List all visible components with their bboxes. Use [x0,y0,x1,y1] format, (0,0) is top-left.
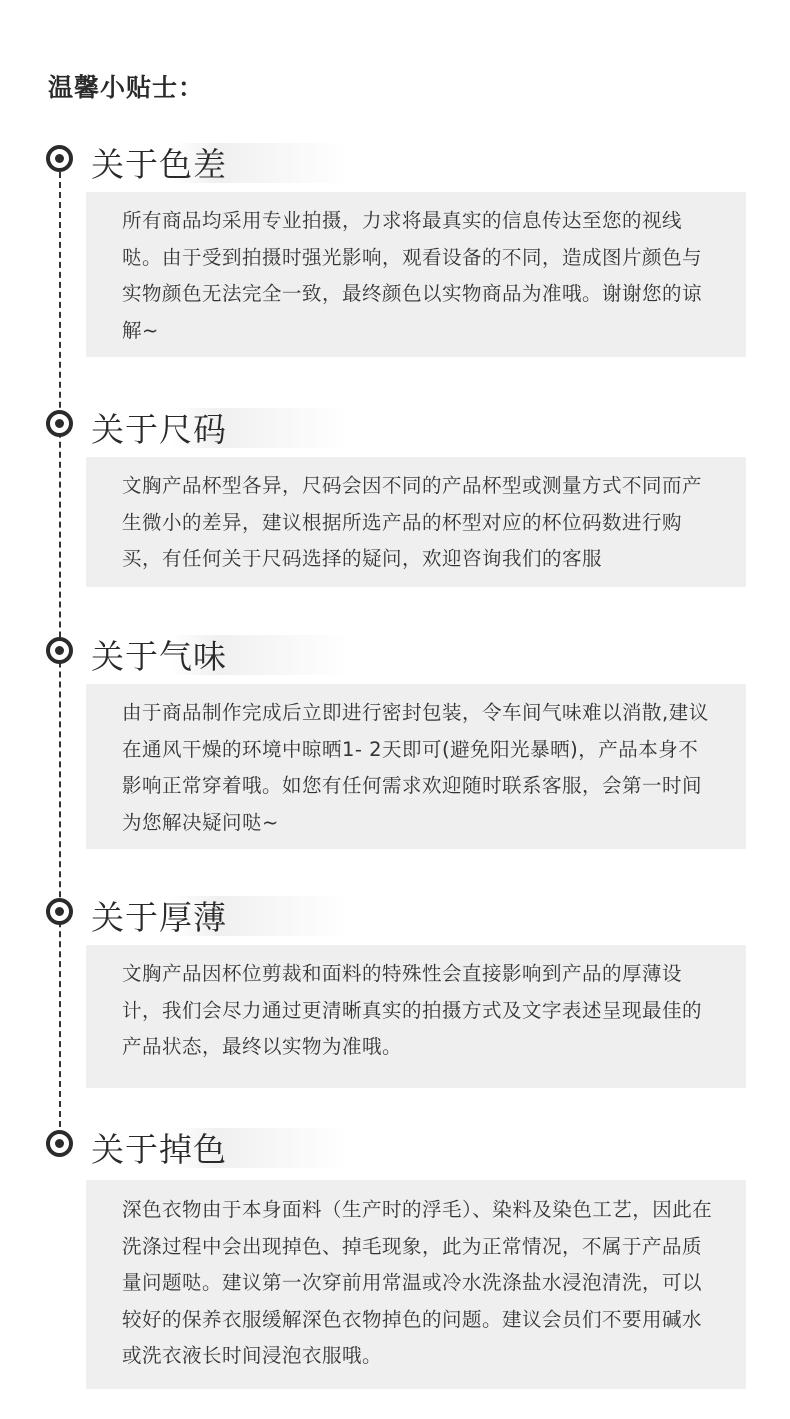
bullet-target-icon [46,410,73,437]
section-heading-bar [88,1128,348,1168]
page-title: 温馨小贴士： [48,73,205,102]
section-heading-bar [88,635,348,675]
section-card [86,684,746,849]
bullet-target-icon [46,637,73,664]
section-heading-bar [88,143,348,183]
bullet-target-icon [46,1130,73,1157]
bullet-target-icon [46,145,73,172]
bullet-target-icon [46,898,73,925]
section-heading: 关于尺码 [91,410,227,449]
section-heading: 关于厚薄 [91,898,227,937]
section-card [86,192,746,357]
section-text: 所有商品均采用专业拍摄，力求将最真实的信息传达至您的视线哒。由于受到拍摄时强光影响，观看设备的不同，造成图片颜色与实物颜色无法完全一致，最终颜色以实物商品为准哦。谢谢您的谅解~ [122,209,703,342]
section-text: 由于商品制作完成后立即进行密封包装，令车间气味难以消散,建议在通风干燥的环境中晾晒1- 2天即可(避免阳光暴晒)，产品本身不影响正常穿着哦。如您有任何需求欢迎随时联系客服，会第一时间为您解决疑问哒~ [122,701,709,834]
section-card [86,945,746,1088]
section-card [86,1180,746,1389]
section-heading-bar [88,896,348,936]
section-heading-bar [88,408,348,448]
section-text: 深色衣物由于本身面料（生产时的浮毛）、染料及染色工艺，因此在洗涤过程中会出现掉色、掉毛现象，此为正常情况，不属于产品质量问题哒。建议第一次穿前用常温或冷水洗涤盐水浸泡清洗，可以较好的保养衣服缓解深色衣物掉色的问题。建议会员们不要用碱水或洗衣液长时间浸泡衣服哦。 [122,1198,713,1367]
section-card [86,457,746,587]
section-heading: 关于色差 [91,145,227,184]
section-heading: 关于掉色 [91,1130,227,1169]
section-text: 文胸产品杯型各异，尺码会因不同的产品杯型或测量方式不同而产生微小的差异，建议根据所选产品的杯型对应的杯位码数进行购买，有任何关于尺码选择的疑问，欢迎咨询我们的客服 [122,474,703,570]
section-heading: 关于气味 [91,637,227,676]
section-text: 文胸产品因杯位剪裁和面料的特殊性会直接影响到产品的厚薄设计，我们会尽力通过更清晰真实的拍摄方式及文字表述呈现最佳的产品状态，最终以实物为准哦。 [122,962,703,1058]
